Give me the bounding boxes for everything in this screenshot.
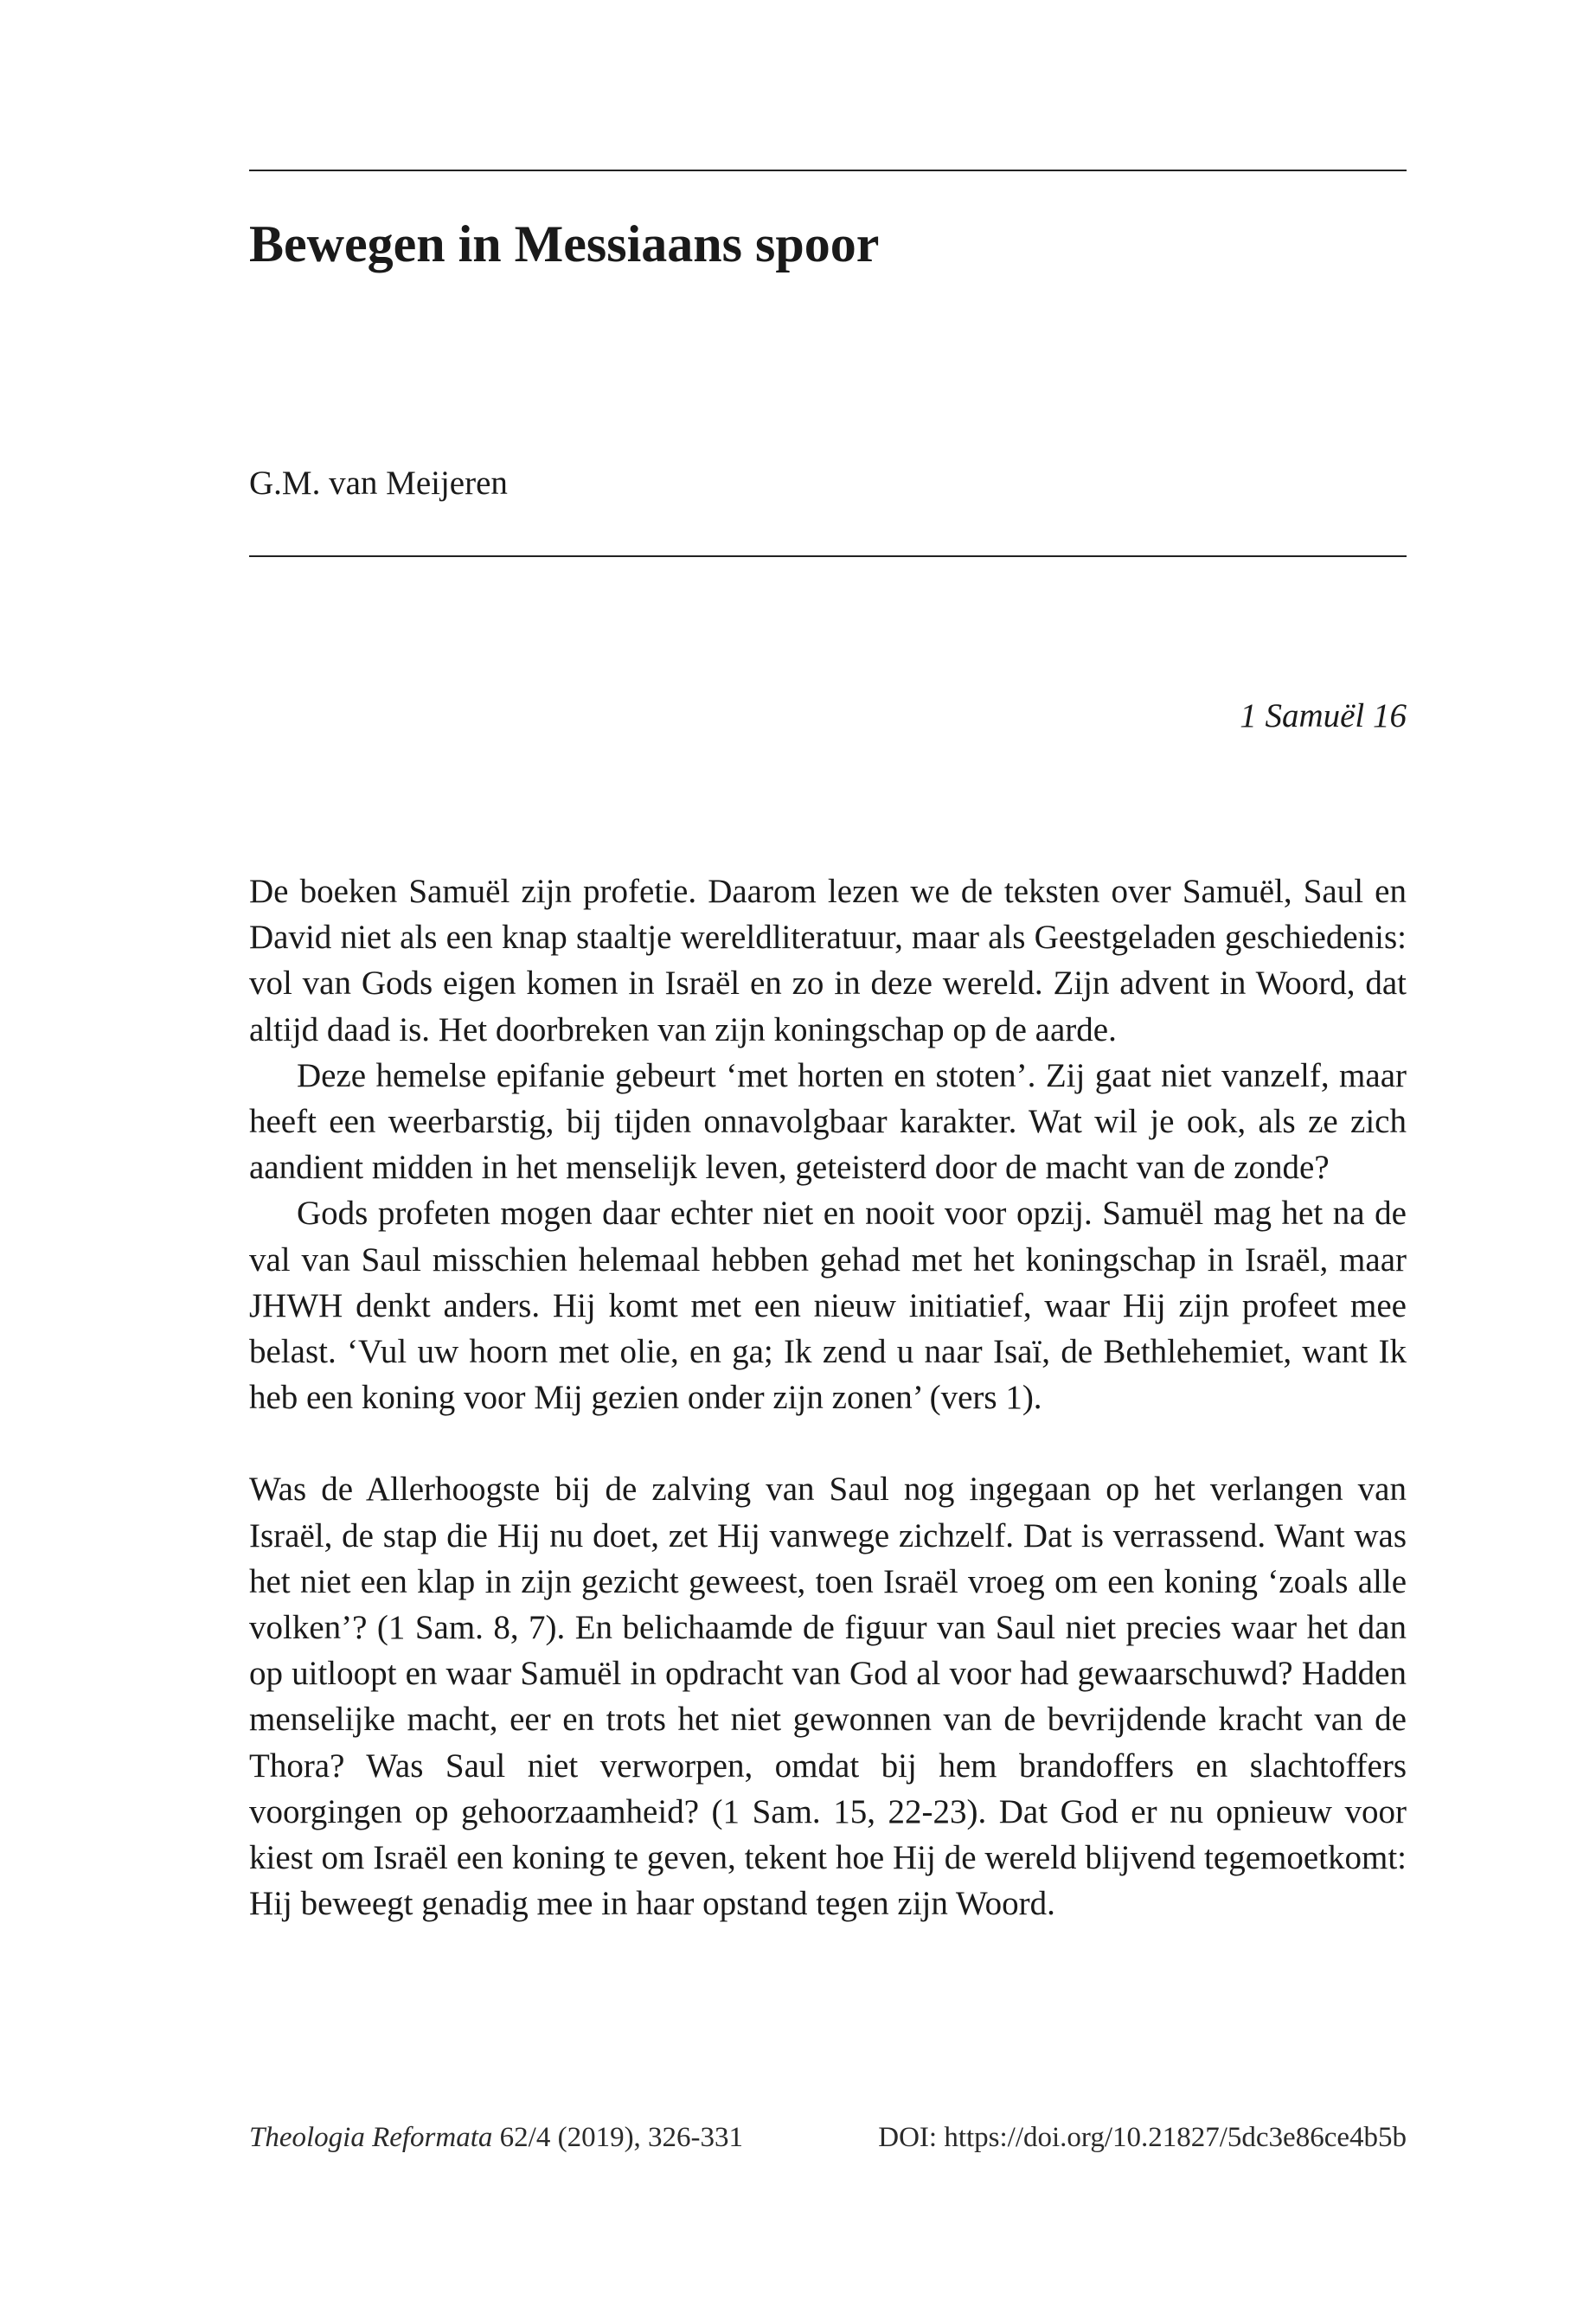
journal-citation: [249, 2121, 743, 2156]
journal-name: Theologia Reformata: [249, 2122, 493, 2153]
paragraph-1: De boeken Samuël zijn profetie. Daarom lezen we de teksten over Samuël, Saul en David niet als een knap staaltje wereldliteratuur, maar als Geestgeladen geschiedenis: vol van Gods eigen komen in Israël en zo in deze wereld. Zijn advent in Woord, dat altijd daad is. Het doorbreken van zijn koningschap op de aarde.: [249, 873, 1407, 1048]
article-body: [249, 868, 1407, 1926]
article-title: Bewegen in Messiaans spoor: [249, 215, 880, 272]
paragraph-4: Was de Allerhoogste bij de zalving van Saul nog ingegaan op het verlangen van Israël, de stap die Hij nu doet, zet Hij vanwege zichzelf. Dat is verrassend. Want was het niet een klap in zijn gezicht geweest, toen Israël vroeg om een koning ‘zoals alle volken’? (1 Sam. 8, 7). En belichaamde de figuur van Saul niet precies waar het dan op uitloopt en waar Samuël in opdracht van God al voor had gewaarschuwd? Hadden menselijke macht, eer en trots het niet gewonnen van de bevrijdende kracht van de Thora? Was Saul niet verworpen, omdat bij hem brandoffers en slachtoffers voorgingen op gehoorzaamheid? (1 Sam. 15, 22-23). Dat God er nu opnieuw voor kiest om Israël een koning te geven, tekent hoe Hij de wereld blijvend tegemoetkomt: Hij beweegt genadig mee in haar opstand tegen zijn Woord.: [249, 1471, 1407, 1923]
paragraph-2: Deze hemelse epifanie gebeurt ‘met horten en stoten’. Zij gaat niet vanzelf, maar heeft een weerbarstig, bij tijden onnavolgbaar karakter. Wat wil je ook, als ze zich aandient midden in het menselijk leven, geteisterd door de macht van de zonde?: [249, 1056, 1407, 1187]
top-rule: [249, 170, 1407, 171]
scripture-reference: 1 Samuël 16: [1240, 697, 1407, 734]
journal-details: 62/4 (2019), 326-331: [492, 2122, 744, 2153]
page-footer: [249, 2121, 1407, 2156]
paragraph-3: Gods profeten mogen daar echter niet en nooit voor opzij. Samuël mag het na de val van Saul misschien helemaal hebben gehad met het koningschap in Israël, maar JHWH denkt anders. Hij komt met een nieuw initiatief, waar Hij zijn profeet mee belast. ‘Vul uw hoorn met olie, en ga; Ik zend u naar Isaï, de Bethlehemiet, want Ik heb een koning voor Mij gezien onder zijn zonen’ (vers 1).: [249, 1195, 1407, 1417]
article-author: G.M. van Meijeren: [249, 465, 508, 502]
author-rule: [249, 555, 1407, 557]
doi-link[interactable]: DOI: https://doi.org/10.21827/5dc3e86ce4b5b: [878, 2122, 1407, 2153]
